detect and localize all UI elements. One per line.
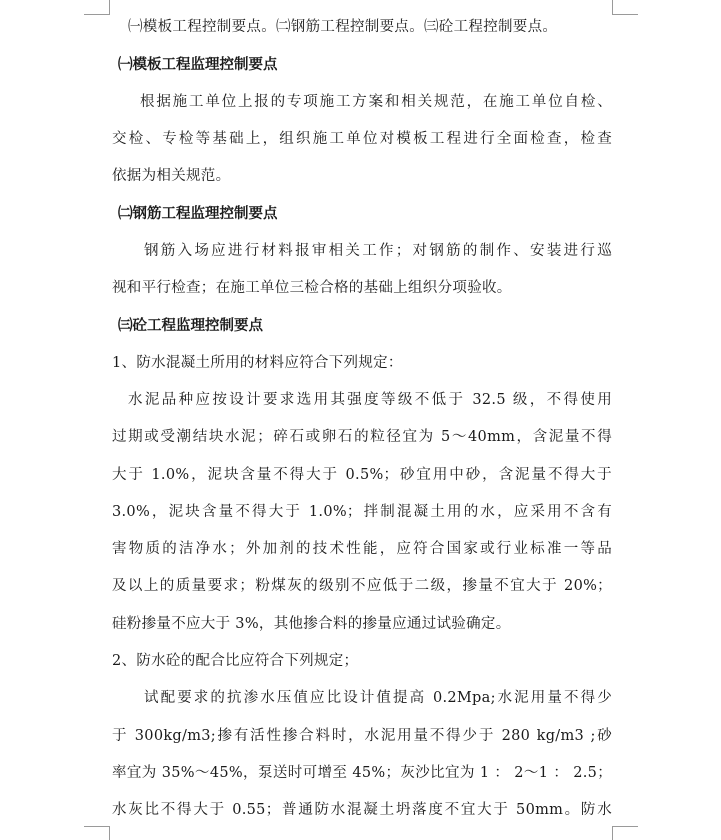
crop-mark [612,826,613,840]
paragraph-line: 试配要求的抗渗水压值应比设计值提高 0.2Mpa;水泥用量不得少 [144,690,612,707]
paragraph-line: 依据为相关规范。 [112,168,231,185]
paragraph-line: 硅粉掺量不应大于 3%，其他掺合料的掺量应通过试验确定。 [112,615,511,632]
section-heading: ㈢砼工程监理控制要点 [118,317,263,335]
paragraph-line: 水泥品种应按设计要求选用其强度等级不低于 32.5 级，不得使用 [128,391,612,408]
crop-mark [612,0,613,15]
paragraph-line: 钢筋入场应进行材料报审相关工作；对钢筋的制作、安装进行巡 [144,242,612,259]
paragraph-line: 大于 1.0%，泥块含量不得大于 0.5%；砂宜用中砂，含泥量不得大于 [112,466,612,483]
paragraph-line: 于 300kg/m3;掺有活性掺合料时，水泥用量不得少于 280 kg/m3 ;砂 [112,727,612,744]
crop-mark [612,14,638,15]
document-body [112,9,612,830]
paragraph-line: 过期或受潮结块水泥；碎石或卵石的粒径宜为 5～40mm，含泥量不得 [112,429,612,446]
paragraph-line: 及以上的质量要求；粉煤灰的级别不应低于二级，掺量不宜大于 20%； [112,578,612,595]
crop-mark [109,0,110,15]
paragraph-line: 害物质的洁净水；外加剂的技术性能，应符合国家或行业标准一等品 [112,541,612,558]
list-item-title: 2、防水砼的配合比应符合下列规定； [112,653,359,670]
intro-line: ㈠模板工程控制要点。㈡钢筋工程控制要点。㈢砼工程控制要点。 [128,19,558,35]
paragraph-line: 视和平行检查；在施工单位三检合格的基础上组织分项验收。 [112,280,512,297]
section-heading: ㈡钢筋工程监理控制要点 [118,205,278,223]
list-item-title: 1、防水混凝土所用的材料应符合下列规定： [112,354,403,371]
section-heading: ㈠模板工程监理控制要点 [118,56,278,74]
crop-mark [84,826,110,827]
crop-mark [109,826,110,840]
paragraph-line: 率宜为 35%～45%，泵送时可增至 45%；灰沙比宜为 1 ： 2～1 ： 2.5； [112,764,612,781]
paragraph-line: 交检、专检等基础上，组织施工单位对模板工程进行全面检查，检查 [112,130,612,147]
crop-mark [84,14,110,15]
paragraph-line: 根据施工单位上报的专项施工方案和相关规范，在施工单位自检、 [140,93,612,110]
paragraph-line: 水灰比不得大于 0.55；普通防水混凝土坍落度不宜大于 50mm。防水 [112,802,612,819]
paragraph-line: 3.0%，泥块含量不得大于 1.0%；拌制混凝土用的水，应采用不含有 [112,503,612,520]
crop-mark [612,826,638,827]
